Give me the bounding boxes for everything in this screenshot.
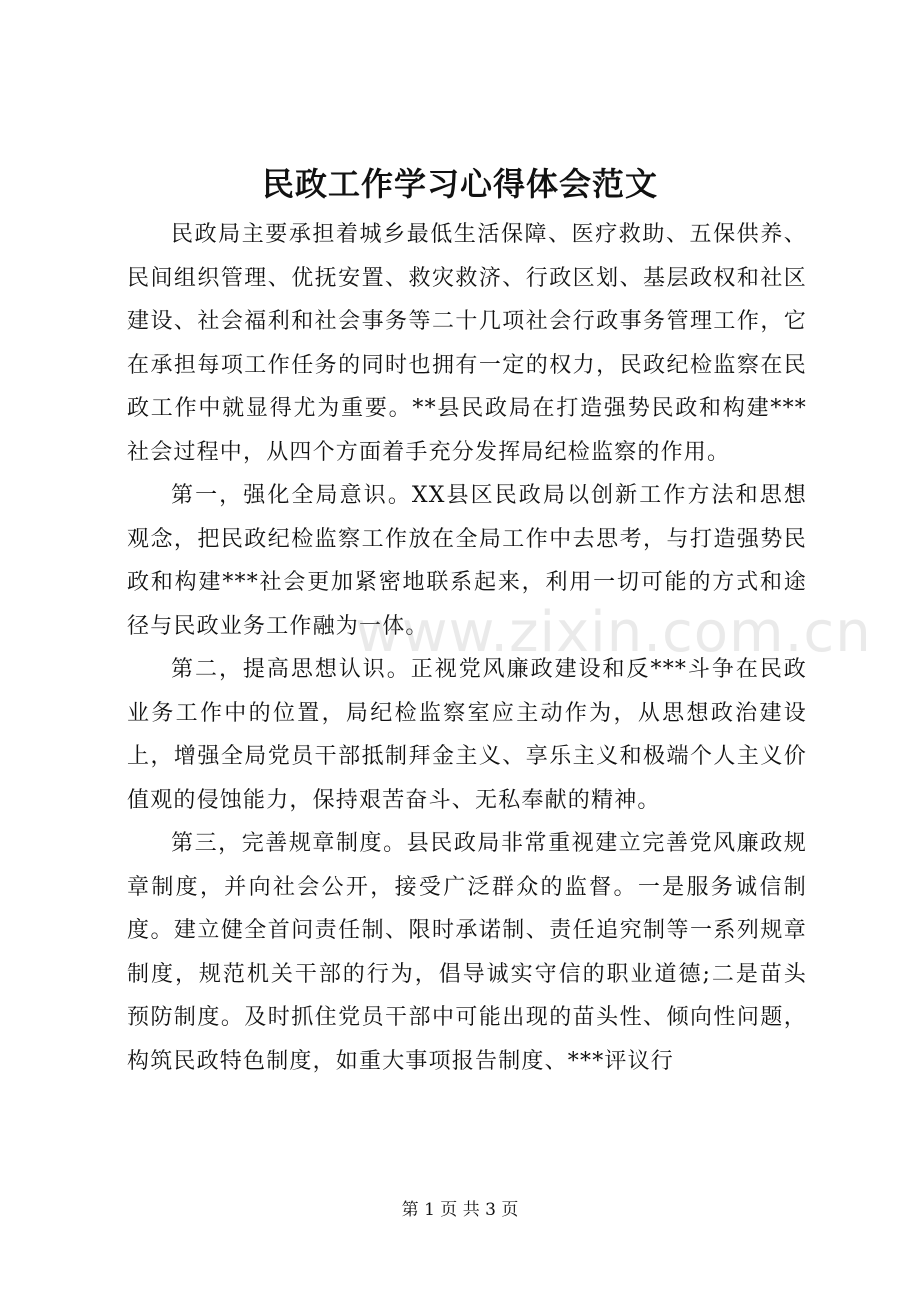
paragraph-3: 第二，提高思想认识。正视党风廉政建设和反***斗争在民政业务工作中的位置，局纪检监察室应主动作为，从思想政治建设上，增强全局党员干部抵制拜金主义、享乐主义和极端个人主义价值观的侵蚀能力，保持艰苦奋斗、无私奉献的精神。 xyxy=(127,657,807,813)
document-title: 民政工作学习心得体会范文 xyxy=(261,165,658,203)
page-footer: 第 1 页 共 3 页 xyxy=(401,1200,519,1220)
document-body xyxy=(127,213,807,1083)
paragraph-4: 第三，完善规章制度。县民政局非常重视建立完善党风廉政规章制度，并向社会公开，接受广泛群众的监督。一是服务诚信制度。建立健全首问责任制、限时承诺制、责任追究制等一系列规章制度，规范机关干部的行为，倡导诚实守信的职业道德;二是苗头预防制度。及时抓住党员干部中可能出现的苗头性、倾向性问题，构筑民政特色制度，如重大事项报告制度、***评议行 xyxy=(127,831,807,1074)
paragraph-2: 第一，强化全局意识。XX县区民政局以创新工作方法和思想观念，把民政纪检监察工作放在全局工作中去思考，与打造强势民政和构建***社会更加紧密地联系起来，利用一切可能的方式和途径与民政业务工作融为一体。 xyxy=(127,483,807,639)
paragraph-1: 民政局主要承担着城乡最低生活保障、医疗救助、五保供养、民间组织管理、优抚安置、救灾救济、行政区划、基层政权和社区建设、社会福利和社会事务等二十几项社会行政事务管理工作，它在承担每项工作任务的同时也拥有一定的权力，民政纪检监察在民政工作中就显得尤为重要。**县民政局在打造强势民政和构建***社会过程中，从四个方面着手充分发挥局纪检监察的作用。 xyxy=(127,222,807,465)
watermark: www.zixin.com.cn xyxy=(355,600,872,665)
